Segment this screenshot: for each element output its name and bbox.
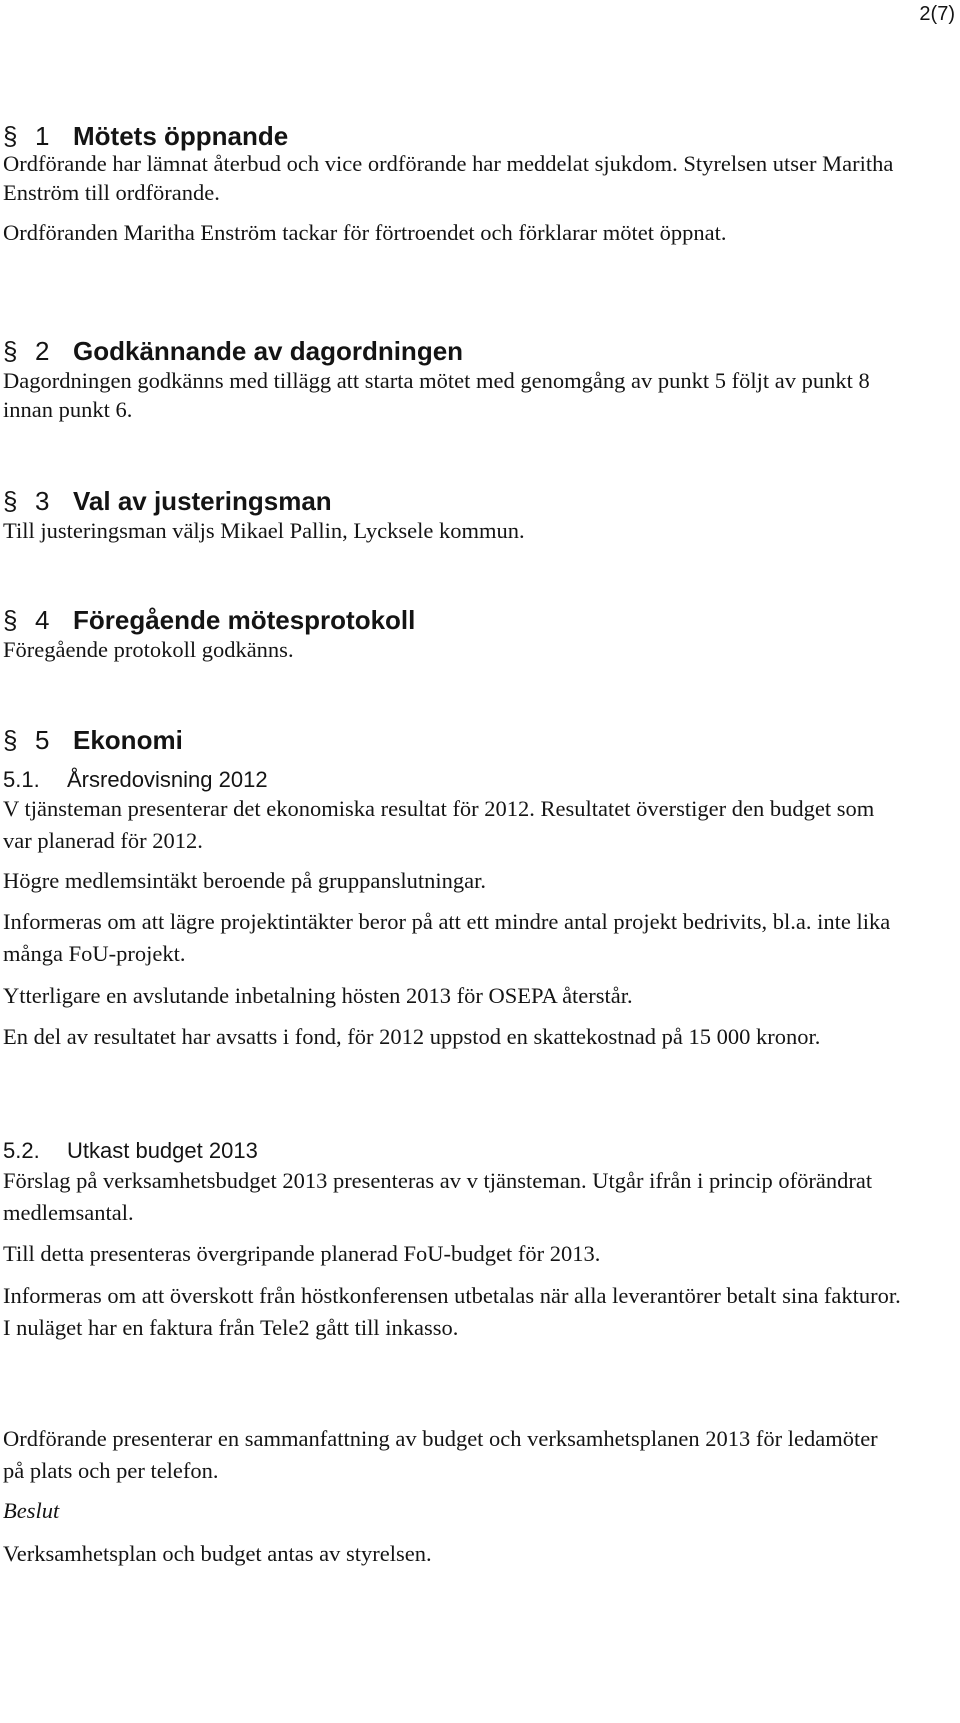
section-sign: § [3,486,18,516]
section-number: 2 [35,336,50,366]
paragraph: Ytterligare en avslutande inbetalning hösten 2013 för OSEPA återstår. [3,983,633,1008]
section-title: Mötets öppnande [73,121,289,151]
subsection-title: Årsredovisning 2012 [67,767,268,792]
subsection-5-1-heading [3,766,903,794]
section-number: 1 [35,121,50,151]
decision-text: Verksamhetsplan och budget antas av styrelsen. [3,1541,432,1566]
section-1-heading [3,121,903,151]
section-number: 3 [35,486,50,516]
paragraph: Ordförande presenterar en sammanfattning av budget och verksamhetsplanen 2013 för ledamöter på plats och per telefon. [3,1426,878,1483]
paragraph: Informeras om att överskott från höstkonferensen utbetalas när alla leverantörer betalt sina fakturor. I nuläget har en faktura från Tele2 gått till inkasso. [3,1283,901,1340]
paragraph: Till justeringsman väljs Mikael Pallin, Lycksele kommun. [3,518,525,543]
paragraph: Dagordningen godkänns med tillägg att starta mötet med genomgång av punkt 5 följt av punkt 8 innan punkt 6. [3,368,870,422]
section-2-heading [3,336,903,366]
section-sign: § [3,605,18,635]
paragraph: Förslag på verksamhetsbudget 2013 presenteras av v tjänsteman. Utgår ifrån i princip oförändrat medlemsantal. [3,1168,873,1225]
paragraph: En del av resultatet har avsatts i fond, för 2012 uppstod en skattekostnad på 15 000 kronor. [3,1024,821,1049]
paragraph: Högre medlemsintäkt beroende på gruppanslutningar. [3,868,486,893]
paragraph: Föregående protokoll godkänns. [3,637,294,662]
section-3-heading [3,486,903,516]
section-title: Ekonomi [73,725,183,755]
section-title: Föregående mötesprotokoll [73,605,416,635]
subsection-number: 5.2. [3,1138,40,1163]
page-number: 2(7) [919,3,955,25]
section-title: Godkännande av dagordningen [73,336,464,366]
section-5-heading [3,725,903,755]
paragraph: Till detta presenteras övergripande planerad FoU-budget för 2013. [3,1241,601,1266]
section-sign: § [3,121,18,151]
section-number: 4 [35,605,50,635]
subsection-title: Utkast budget 2013 [67,1138,258,1163]
paragraph: Ordföranden Maritha Enström tackar för förtroendet och förklarar mötet öppnat. [3,220,727,245]
paragraph: Informeras om att lägre projektintäkter beror på att ett mindre antal projekt bedrivits, bl.a. inte lika många FoU-projekt. [3,909,891,966]
paragraph: V tjänsteman presenterar det ekonomiska resultat för 2012. Resultatet överstiger den budget som var planerad för 2012. [3,796,875,853]
section-number: 5 [35,725,50,755]
paragraph: Ordförande har lämnat återbud och vice ordförande har meddelat sjukdom. Styrelsen utser Maritha Enström till ordförande. [3,151,894,205]
subsection-number: 5.1. [3,767,40,792]
section-title: Val av justeringsman [73,486,332,516]
decision-label: Beslut [3,1498,60,1523]
section-4-heading [3,605,903,635]
subsection-5-2-heading [3,1137,903,1165]
section-sign: § [3,336,18,366]
section-sign: § [3,725,18,755]
